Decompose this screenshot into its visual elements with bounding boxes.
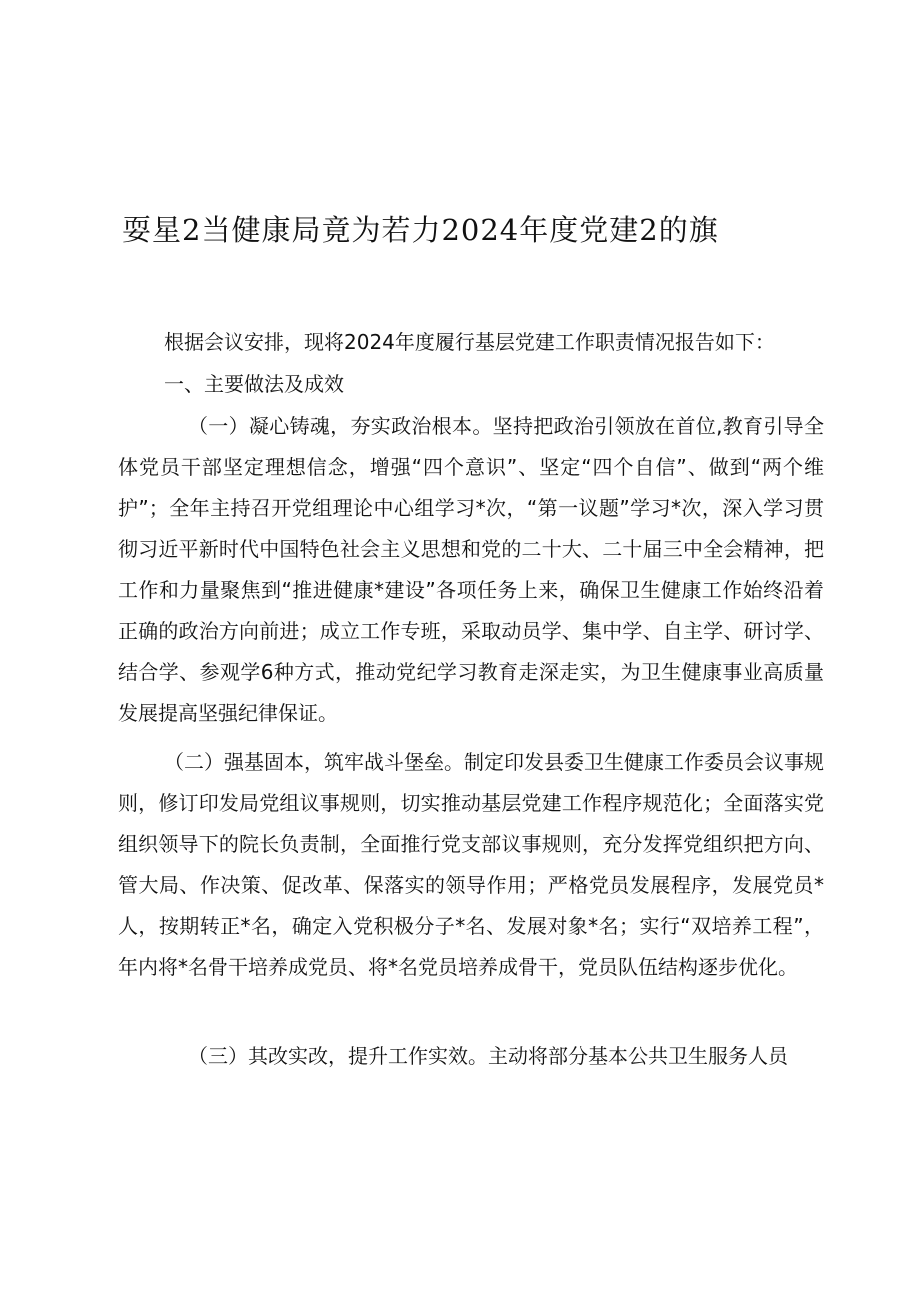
- intro-paragraph: 根据会议安排，现将2024年度履行基层党建工作职责情况报告如下：: [164, 330, 775, 354]
- document-title: 耍星2当健康局竟为若力2024年度党建2的旗: [122, 213, 719, 247]
- paragraph-3: （三）其改实改，提升工作实效。主动将部分基本公共卫生服务人员: [188, 1044, 788, 1068]
- paragraph-2: （二）强基固本，筑牢战斗堡垒。制定印发县委卫生健康工作委员会议事规则，修订印发局党组议事规则，切实推动基层党建工作程序规范化；全面落实党组织领导下的院长负责制，全面推行党支部议事规则，充分发挥党组织把方向、管大局、作决策、促改革、保落实的领导作用；严格党员发展程序，发展党员*人，按期转正*名，确定入党积极分子*名、发展对象*名；实行“双培养工程”，年内将*名骨干培养成党员、将*名党员培养成骨干，党员队伍结构逐步优化。: [118, 750, 824, 979]
- section-heading: 一、主要做法及成效: [164, 372, 344, 396]
- paragraph-1: （一）凝心铸魂，夯实政治根本。坚持把政治引领放在首位,教育引导全体党员干部坚定理想信念，增强“四个意识”、坚定“四个自信”、做到“两个维护”；全年主持召开党组理论中心组学习*次，“第一议题”学习*次，深入学习贯彻习近平新时代中国特色社会主义思想和党的二十大、二十届三中全会精神，把工作和力量聚焦到“推进健康*建设”各项任务上来，确保卫生健康工作始终沿着正确的政治方向前进；成立工作专班，采取动员学、集中学、自主学、研讨学、结合学、参观学6种方式，推动党纪学习教育走深走实，为卫生健康事业高质量发展提高坚强纪律保证。: [118, 414, 824, 725]
